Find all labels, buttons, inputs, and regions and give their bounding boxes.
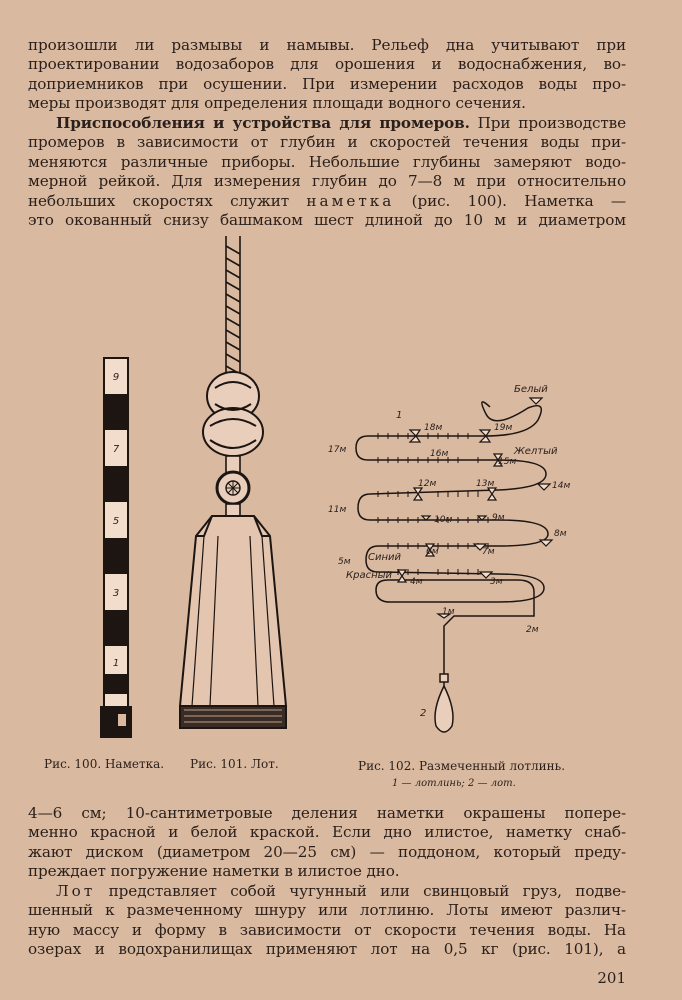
callout-1: 1	[396, 410, 403, 421]
line-label-white: Белый	[514, 384, 548, 395]
line-label-blue: Синий	[368, 552, 402, 563]
text-span: При производстве	[469, 114, 626, 132]
spaced-term: наметка	[306, 191, 395, 210]
text-span: представляет собой чугунный или свинцовый груз, подве-	[95, 882, 626, 900]
text-line	[28, 882, 626, 901]
meter-label: 19м	[494, 423, 513, 433]
pole-dark-segment	[104, 538, 128, 574]
text-line: менно красной и белой краской. Если дно илистое, наметку снаб-	[28, 823, 626, 842]
pole-dark-segment	[104, 610, 128, 646]
paragraph-1	[28, 36, 626, 114]
paragraph-3	[28, 804, 626, 882]
paragraph-2	[28, 114, 626, 230]
meter-label: 15м	[498, 457, 517, 467]
text-line: проектировании водозаборов для орошения и водоснабжения, во-	[28, 55, 626, 74]
meter-label: 1м	[442, 607, 455, 617]
line-label-red: Красный	[346, 570, 393, 581]
caption-fig102-legend: 1 — лотлинь; 2 — лот.	[392, 778, 516, 789]
text-line	[28, 114, 626, 133]
text-line: преждает погружение наметки в илистое дно.	[28, 862, 400, 881]
pole-shoe	[100, 706, 132, 738]
meter-label: 18м	[424, 423, 443, 433]
meter-label: 2м	[526, 625, 539, 635]
pole-dark-segment	[104, 674, 128, 694]
text-line: доприемников при осушении. При измерении расходов воды про-	[28, 74, 626, 93]
meter-label: 11м	[328, 505, 347, 515]
text-span: (рис. 100). Наметка —	[394, 191, 626, 210]
pole-mark: 3	[112, 588, 120, 599]
meter-label: 12м	[418, 479, 437, 489]
knot	[203, 372, 263, 456]
spaced-term: Лот	[56, 882, 96, 900]
meter-label: 6м	[426, 547, 439, 557]
line-label-yellow: Желтый	[514, 446, 558, 457]
pole-dark-segment	[104, 394, 128, 430]
caption-fig101: Рис. 101. Лот.	[190, 757, 279, 771]
figure-101-lead	[170, 236, 300, 742]
meter-label: 9м	[492, 513, 505, 523]
text-line: меняются различные приборы. Небольшие глубины замеряют водо-	[28, 152, 626, 171]
section-heading: Приспособления и устройства для промеров.	[56, 114, 470, 132]
meter-label: 4м	[410, 577, 423, 587]
pole-mark: 9	[112, 372, 120, 383]
meter-label: 5м	[338, 557, 351, 567]
rope	[226, 236, 240, 376]
pole-mark: 7	[112, 444, 120, 455]
text-line: промеров в зависимости от глубин и скоростей течения воды при-	[28, 133, 626, 152]
meter-label: 16м	[430, 449, 449, 459]
caption-fig100: Рис. 100. Наметка.	[44, 757, 165, 771]
page-number: 201	[597, 969, 626, 987]
text-line: 4—6 см; 10-сантиметровые деления наметки окрашены попере-	[28, 804, 626, 822]
text-line: ную массу и форму в зависимости от скорости течения воды. На	[28, 920, 626, 939]
sounding-line	[356, 402, 548, 686]
pole-mark: 5	[112, 516, 120, 527]
callout-2: 2	[420, 708, 427, 719]
lead-weight	[180, 516, 286, 728]
text-line: шенный к размеченному шнуру или лотлиню. Лоты имеют различ-	[28, 901, 626, 920]
figure-100-pole	[100, 354, 134, 740]
caption-fig102: Рис. 102. Размеченный лотлинь.	[358, 759, 566, 773]
text-line: это окованный снизу башмаком шест длиной до 10 м и диаметром	[28, 211, 626, 230]
pole-dark-segment	[104, 466, 128, 502]
text-span: небольших скоростях служит	[28, 191, 307, 210]
meter-label: 17м	[328, 445, 347, 455]
text-line: озерах и водохранилищах применяют лот на 0,5 кг (рис. 101), а	[28, 940, 626, 959]
text-line: мерной рейкой. Для измерения глубин до 7—8 м при относительно	[28, 172, 626, 191]
paragraph-4	[28, 882, 626, 960]
meter-label: 10м	[434, 515, 453, 525]
meter-label: 13м	[476, 479, 495, 489]
lead-weight-small	[435, 674, 453, 732]
text-line	[28, 192, 626, 211]
pole-mark: 1	[112, 658, 120, 669]
meter-label: 7м	[482, 547, 495, 557]
text-line: жают диском (диаметром 20—25 см) — поддоном, который преду-	[28, 842, 626, 861]
figure-102-line	[318, 370, 588, 750]
text-line: меры производят для определения площади водного сечения.	[28, 94, 526, 113]
meter-label: 3м	[490, 577, 503, 587]
text-line: произошли ли размывы и намывы. Рельеф дна учитывают при	[28, 36, 626, 54]
meter-label: 8м	[554, 529, 567, 539]
meter-label: 14м	[552, 481, 571, 491]
swivel-ring	[217, 456, 249, 516]
